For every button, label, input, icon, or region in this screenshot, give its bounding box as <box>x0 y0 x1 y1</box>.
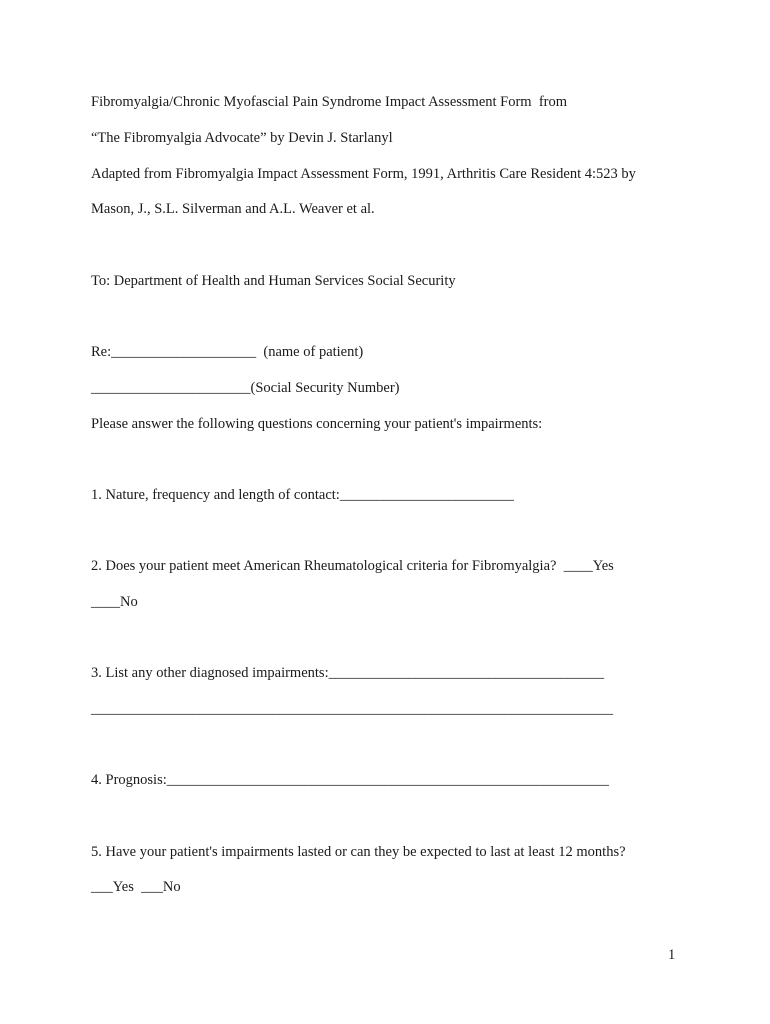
adaptation-note-line-2: Mason, J., S.L. Silverman and A.L. Weaver et al. <box>91 201 375 217</box>
question-5-duration: 5. Have your patient's impairments lasted or can they be expected to last at least 12 months? <box>91 844 626 860</box>
question-3-impairments-continuation[interactable]: ________________________________________________________________________ <box>91 701 613 717</box>
question-3-impairments-field[interactable]: 3. List any other diagnosed impairments:______________________________________ <box>91 665 605 681</box>
addressee: To: Department of Health and Human Services Social Security <box>91 273 456 289</box>
patient-name-field[interactable]: Re:____________________ (name of patient) <box>91 344 364 360</box>
ssn-field[interactable]: ______________________(Social Security Number) <box>91 380 400 396</box>
form-title: Fibromyalgia/Chronic Myofascial Pain Syndrome Impact Assessment Form from <box>91 94 568 110</box>
adaptation-note-line-1: Adapted from Fibromyalgia Impact Assessment Form, 1991, Arthritis Care Resident 4:523 by <box>91 166 636 182</box>
source-citation: “The Fibromyalgia Advocate” by Devin J. Starlanyl <box>91 130 393 146</box>
page-number: 1 <box>668 947 676 963</box>
question-2-criteria-yes[interactable]: 2. Does your patient meet American Rheumatological criteria for Fibromyalgia? ____Yes <box>91 558 614 574</box>
question-1-contact-field[interactable]: 1. Nature, frequency and length of contact:________________________ <box>91 487 514 503</box>
question-2-criteria-no[interactable]: ____No <box>91 594 138 610</box>
question-5-yes-no-options[interactable]: ___Yes ___No <box>91 879 181 895</box>
question-4-prognosis-field[interactable]: 4. Prognosis:_____________________________________________________________ <box>91 772 609 788</box>
instructions: Please answer the following questions concerning your patient's impairments: <box>91 416 543 432</box>
